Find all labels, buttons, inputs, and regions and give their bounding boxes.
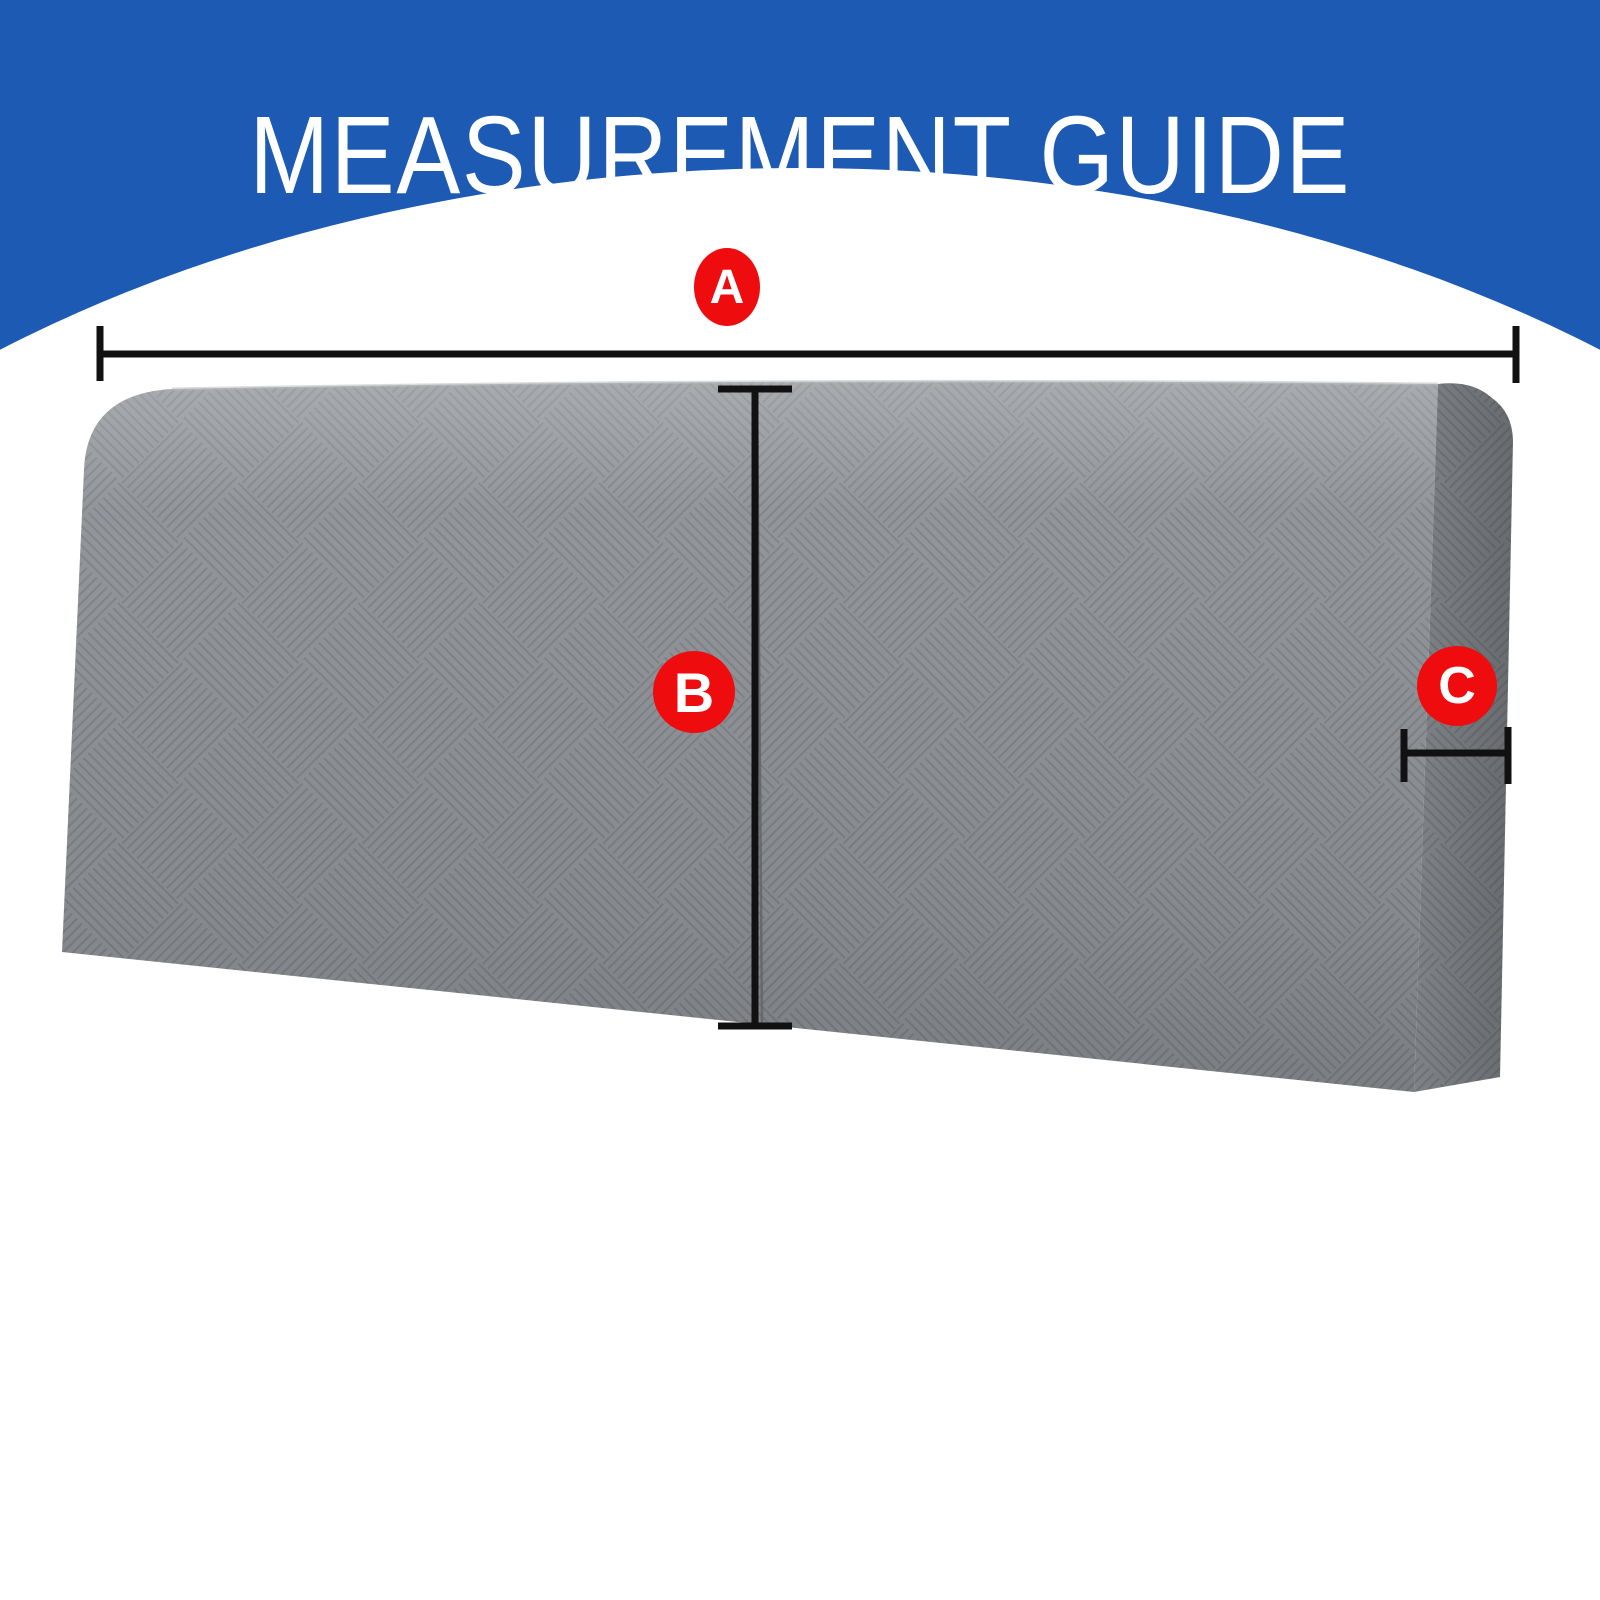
label-c-text: C: [1438, 657, 1476, 715]
page-title-text: MEASUREMENT GUIDE: [249, 93, 1351, 217]
label-c-badge: [1417, 646, 1497, 726]
headboard-front-face: [62, 381, 1438, 1092]
label-b-badge: [653, 651, 735, 733]
label-b-text: B: [673, 660, 715, 724]
page-title: [0, 92, 1600, 219]
label-a-text: A: [709, 260, 745, 314]
measure-line-a: [100, 326, 1518, 383]
label-a-badge: [694, 248, 760, 326]
